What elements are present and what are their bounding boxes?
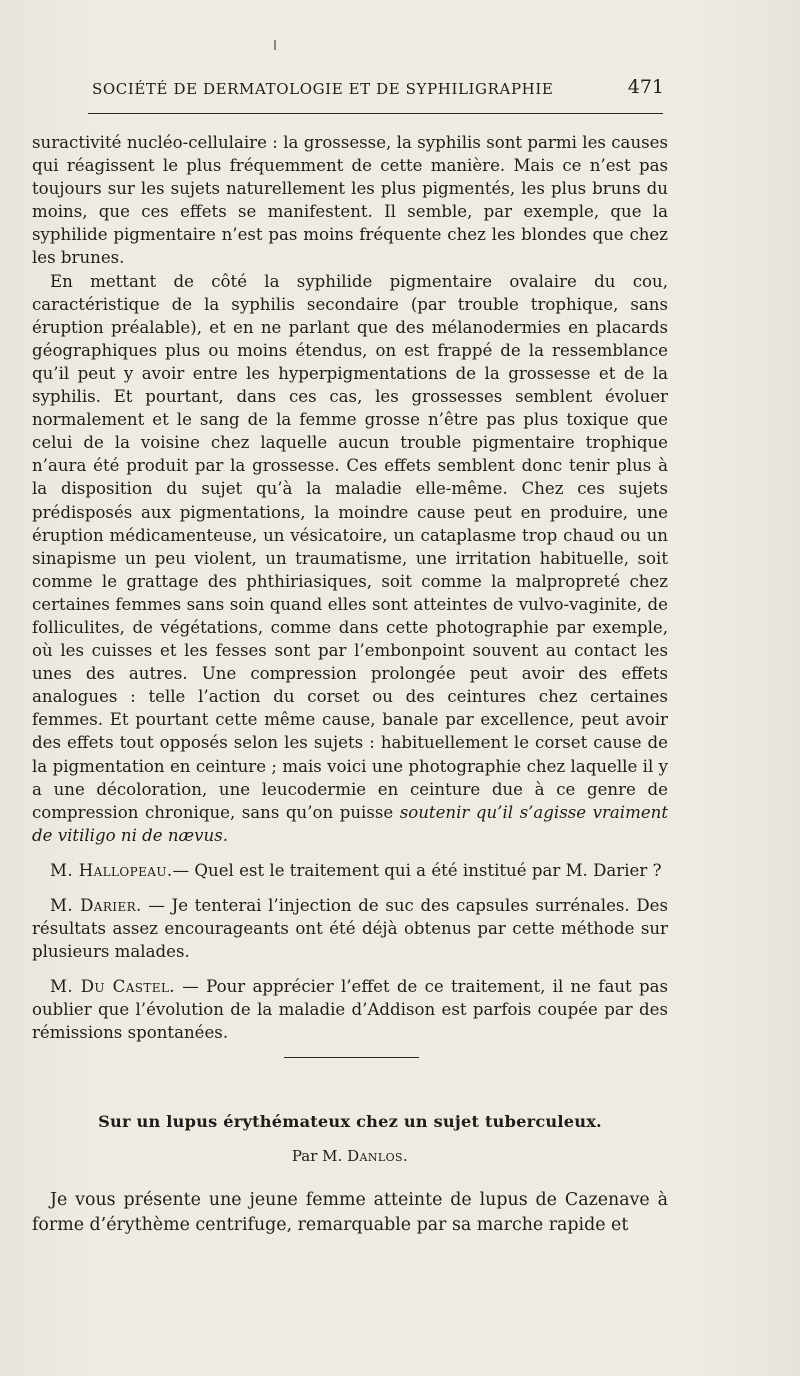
paragraph-1: suractivité nucléo-cellulaire : la grossesse, la syphilis sont parmi les causes qui réagissent le plus fréquemment de cette manière. Mais ce n’est pas toujours sur les sujets naturellement les plus pigmentés, les plus bruns du moins, que ces effets se manifestent. Il semble, par exemple, que la syphilide pigmentaire n’est pas moins fréquente chez les blondes que chez les brunes. bbox=[32, 133, 668, 268]
header-rule bbox=[88, 113, 663, 114]
section-separator bbox=[284, 1057, 419, 1058]
paragraph-2-text: En mettant de côté la syphilide pigmentaire ovalaire du cou, caractéristique de la syphilis secondaire (par trouble trophique, sans éruption préalable), et en ne parlant que des mélanodermies en placards géographiques plus ou moins étendus, on est frappé de la ressemblance qu’il peut y avoir entre les hyperpigmentations de la grossesse et de la syphilis. Et pourtant, dans ces cas, les grossesses semblent évoluer normalement et le sang de la femme grosse n’être pas plus toxique que celui de la voisine chez laquelle aucun trouble pigmentaire trophique n’aura été produit par la grossesse. Ces effets semblent donc tenir plus à la disposition du sujet qu’à la maladie elle-même. Chez ces sujets prédisposés aux pigmentations, la moindre cause peut en produire, une éruption médicamenteuse, un vésicatoire, un cataplasme trop chaud ou un sinapisme un peu violent, un traumatisme, une irritation habituelle, soit comme le grattage des phthiriasiques, soit comme la malpropreté chez certaines femmes sans soin quand elles sont atteintes de vulvo-vaginite, de folliculites, de végétations, comme dans cette photographie par exemple, où les cuisses et les fesses sont par l’embonpoint souvent au contact les unes des autres. Une compression prolongée peut avoir des effets analogues : telle l’action du corset ou des ceintures chez certaines femmes. Et pourtant cette même cause, banale par excellence, peut avoir des effets tout opposés selon les sujets : habituellement le corset cause de la pigmentation en ceinture ; mais voici une photographie chez laquelle il y a une décoloration, une leucodermie en ceinture due à ce genre de compression chronique, sans qu’on puisse bbox=[32, 271, 668, 822]
discussion-du-castel bbox=[32, 975, 668, 1044]
speaker-text: — Je tenterai l’injection de suc des capsules surrénales. Des résultats assez encourageants ont été déjà obtenus par cette méthode sur plusieurs malades. bbox=[32, 896, 668, 962]
main-text bbox=[32, 131, 668, 1045]
speaker-name: M. Hallopeau. bbox=[50, 860, 173, 880]
paragraph-2 bbox=[32, 270, 668, 847]
speaker-name: M. Darier. bbox=[50, 896, 142, 915]
running-title: SOCIÉTÉ DE DERMATOLOGIE ET DE SYPHILIGRAPHIE bbox=[92, 80, 554, 98]
article-body bbox=[32, 1188, 668, 1238]
page-number: 471 bbox=[627, 76, 664, 98]
discussion-hallopeau bbox=[32, 859, 668, 882]
discussion-darier bbox=[32, 894, 668, 963]
speaker-name: M. Du Castel. bbox=[50, 977, 175, 997]
byline-author: Danlos. bbox=[347, 1147, 409, 1165]
article-title: Sur un lupus érythémateux chez un sujet tuberculeux. bbox=[98, 1112, 602, 1131]
speaker-text: — Quel est le traitement qui a été institué par M. Darier ? bbox=[172, 860, 662, 880]
print-mark bbox=[274, 40, 276, 50]
article-byline bbox=[32, 1147, 668, 1165]
running-header bbox=[88, 78, 666, 104]
article-opening: Je vous présente une jeune femme atteinte de lupus de Cazenave à forme d’érythème centrifuge, remarquable par sa marche rapide et bbox=[32, 1190, 668, 1235]
byline-prefix: Par M. bbox=[291, 1147, 348, 1165]
paragraph-2-italic: soutenir qu’il s’agisse vraiment de vitiligo ni de nævus. bbox=[32, 802, 668, 845]
speaker-text: — Pour apprécier l’effet de ce traitement, il ne faut pas oublier que l’évolution de la maladie d’Addison est parfois coupée par des rémissions spontanées. bbox=[32, 977, 668, 1043]
